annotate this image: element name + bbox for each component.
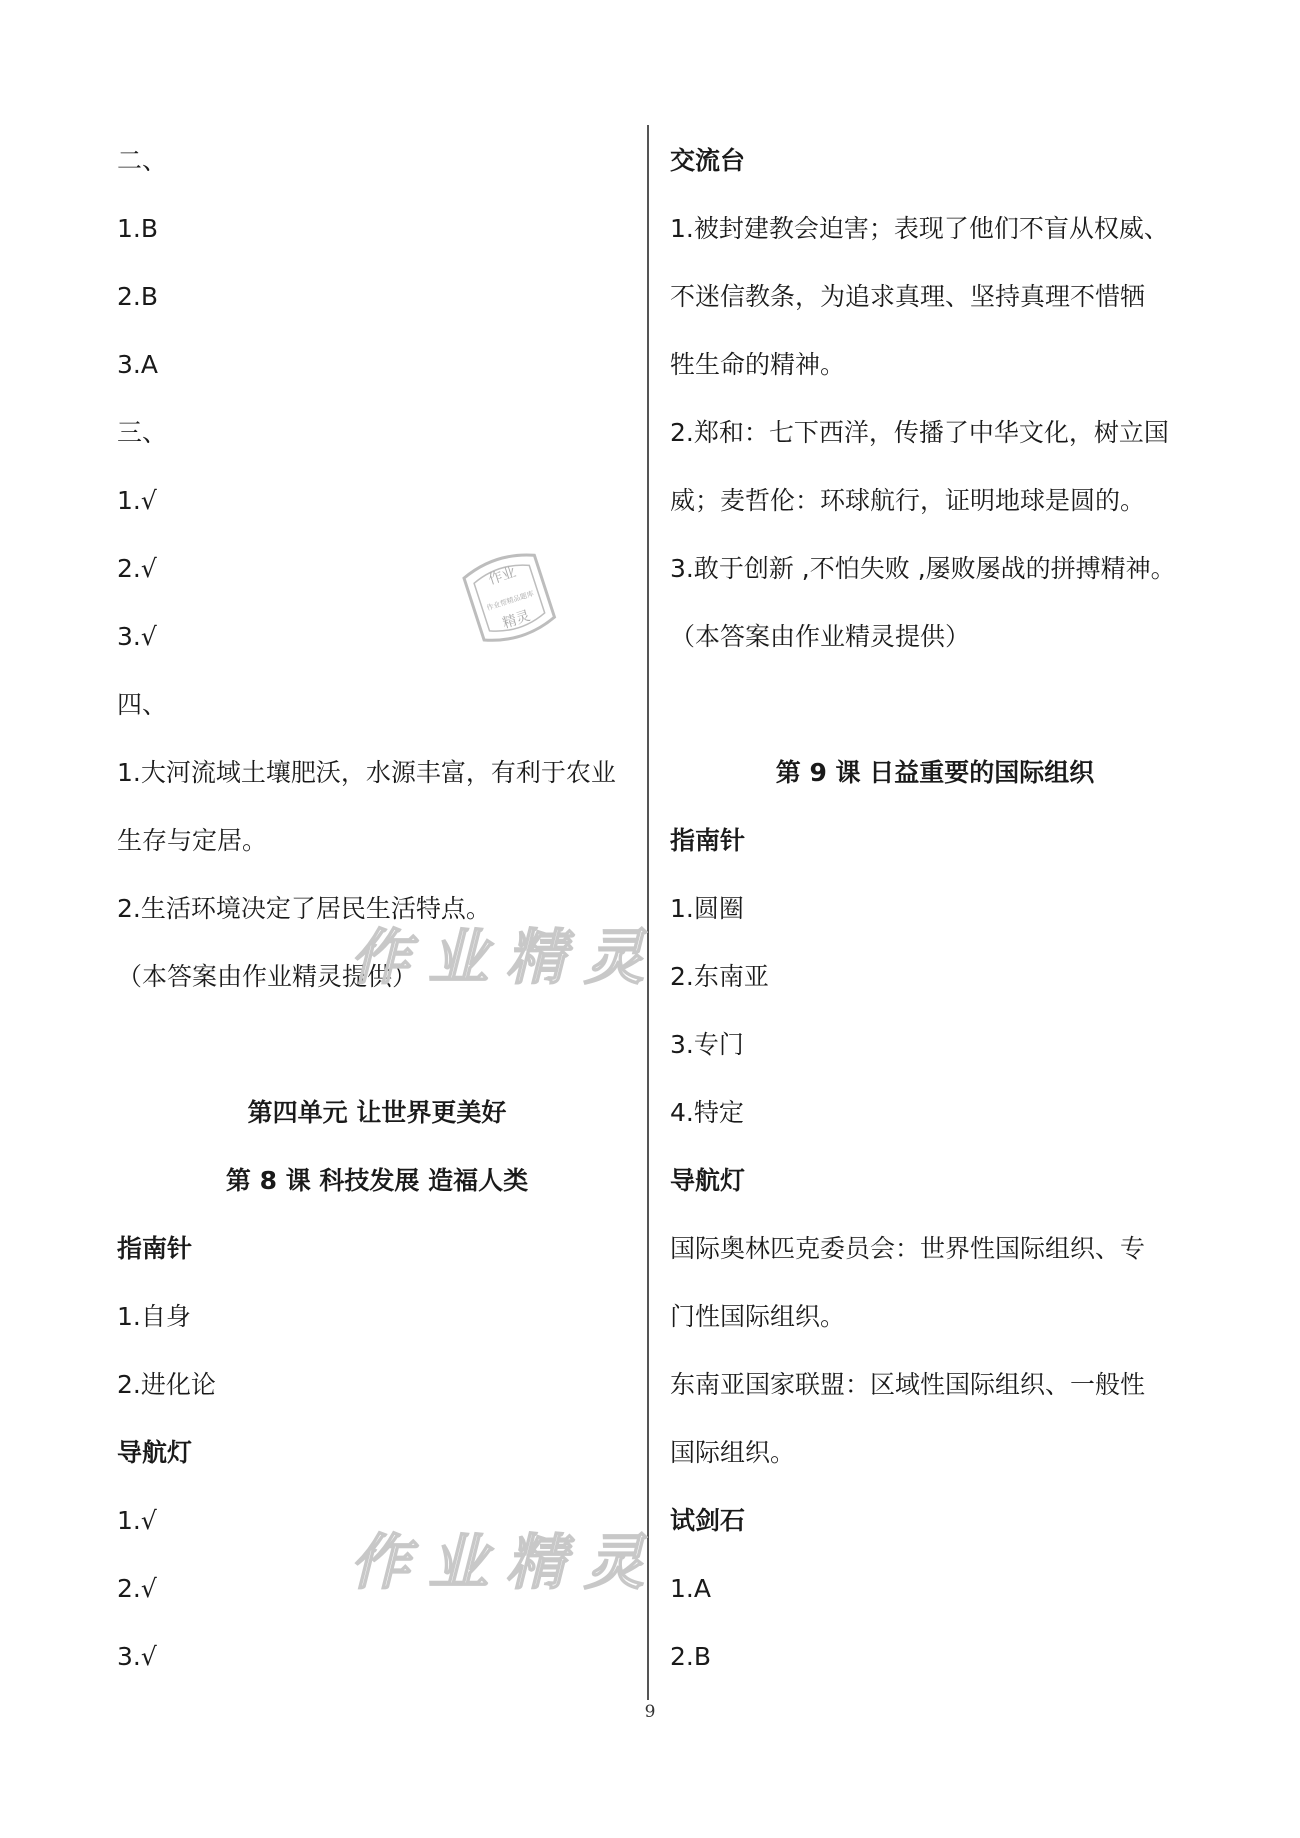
section-heading: 第 8 课 科技发展 造福人类 <box>225 1166 529 1195</box>
answer-line: 门性国际组织。 <box>670 1302 846 1331</box>
answer-line: 2.生活环境决定了居民生活特点。 <box>117 894 491 923</box>
page-number: 9 <box>644 1702 656 1722</box>
answer-line: 2.东南亚 <box>670 962 769 991</box>
answer-line: 1.√ <box>117 486 157 515</box>
subsection-heading: 指南针 <box>670 826 746 855</box>
answer-line: （本答案由作业精灵提供） <box>117 962 418 991</box>
answer-line: 3.专门 <box>670 1030 744 1059</box>
watermark-stamp <box>455 545 565 655</box>
answer-line: （本答案由作业精灵提供） <box>670 622 971 651</box>
answer-line: 4.特定 <box>670 1098 744 1127</box>
blank-line <box>670 688 1200 722</box>
subsection-heading: 试剑石 <box>670 1506 746 1535</box>
answer-line: 1.大河流域土壤肥沃，水源丰富，有利于农业 <box>117 758 616 787</box>
section-heading: 第 9 课 日益重要的国际组织 <box>775 758 1095 787</box>
answer-line: 3.√ <box>117 1642 157 1671</box>
answer-line: 2.进化论 <box>117 1370 216 1399</box>
answer-line: 牲生命的精神。 <box>670 350 846 379</box>
answer-line: 2.B <box>670 1642 712 1671</box>
subsection-heading: 交流台 <box>670 146 746 175</box>
answer-line: 国际组织。 <box>670 1438 796 1467</box>
answer-line: 不迷信教条，为追求真理、坚持真理不惜牺 <box>670 282 1146 311</box>
answer-line: 东南亚国家联盟：区域性国际组织、一般性 <box>670 1370 1146 1399</box>
answer-line: 2.B <box>117 282 159 311</box>
blank-line <box>117 1028 637 1062</box>
answer-line: 1.圆圈 <box>670 894 744 923</box>
answer-line: 二、 <box>117 146 168 175</box>
answer-line: 三、 <box>117 418 168 447</box>
subsection-heading: 导航灯 <box>117 1438 193 1467</box>
section-heading: 第四单元 让世界更美好 <box>247 1098 507 1127</box>
right-column <box>670 144 1200 1708</box>
answer-line: 生存与定居。 <box>117 826 268 855</box>
answer-line: 2.郑和：七下西洋，传播了中华文化，树立国 <box>670 418 1169 447</box>
answer-line: 1.A <box>670 1574 711 1603</box>
watermark-text: 作业精灵 <box>350 1528 662 1598</box>
stamp-middle-text: 作业帮精品题库 <box>485 589 535 613</box>
answer-line: 1.自身 <box>117 1302 191 1331</box>
answer-line: 3.√ <box>117 622 157 651</box>
answer-line: 2.√ <box>117 554 157 583</box>
watermark-text: 作业精灵 <box>350 923 662 993</box>
answer-line: 3.敢于创新 ,不怕失败 ,屡败屡战的拼搏精神。 <box>670 554 1176 583</box>
answer-line: 1.B <box>117 214 159 243</box>
subsection-heading: 导航灯 <box>670 1166 746 1195</box>
answer-line: 1.√ <box>117 1506 157 1535</box>
answer-line: 2.√ <box>117 1574 157 1603</box>
stamp-top-text: 作业 <box>486 564 519 589</box>
answer-line: 四、 <box>117 690 168 719</box>
answer-line: 威；麦哲伦：环球航行，证明地球是圆的。 <box>670 486 1146 515</box>
stamp-bottom-text: 精灵 <box>500 608 533 632</box>
answer-line: 3.A <box>117 350 158 379</box>
answer-line: 1.被封建教会迫害；表现了他们不盲从权威、 <box>670 214 1169 243</box>
subsection-heading: 指南针 <box>117 1234 193 1263</box>
answer-line: 国际奥林匹克委员会：世界性国际组织、专 <box>670 1234 1146 1263</box>
